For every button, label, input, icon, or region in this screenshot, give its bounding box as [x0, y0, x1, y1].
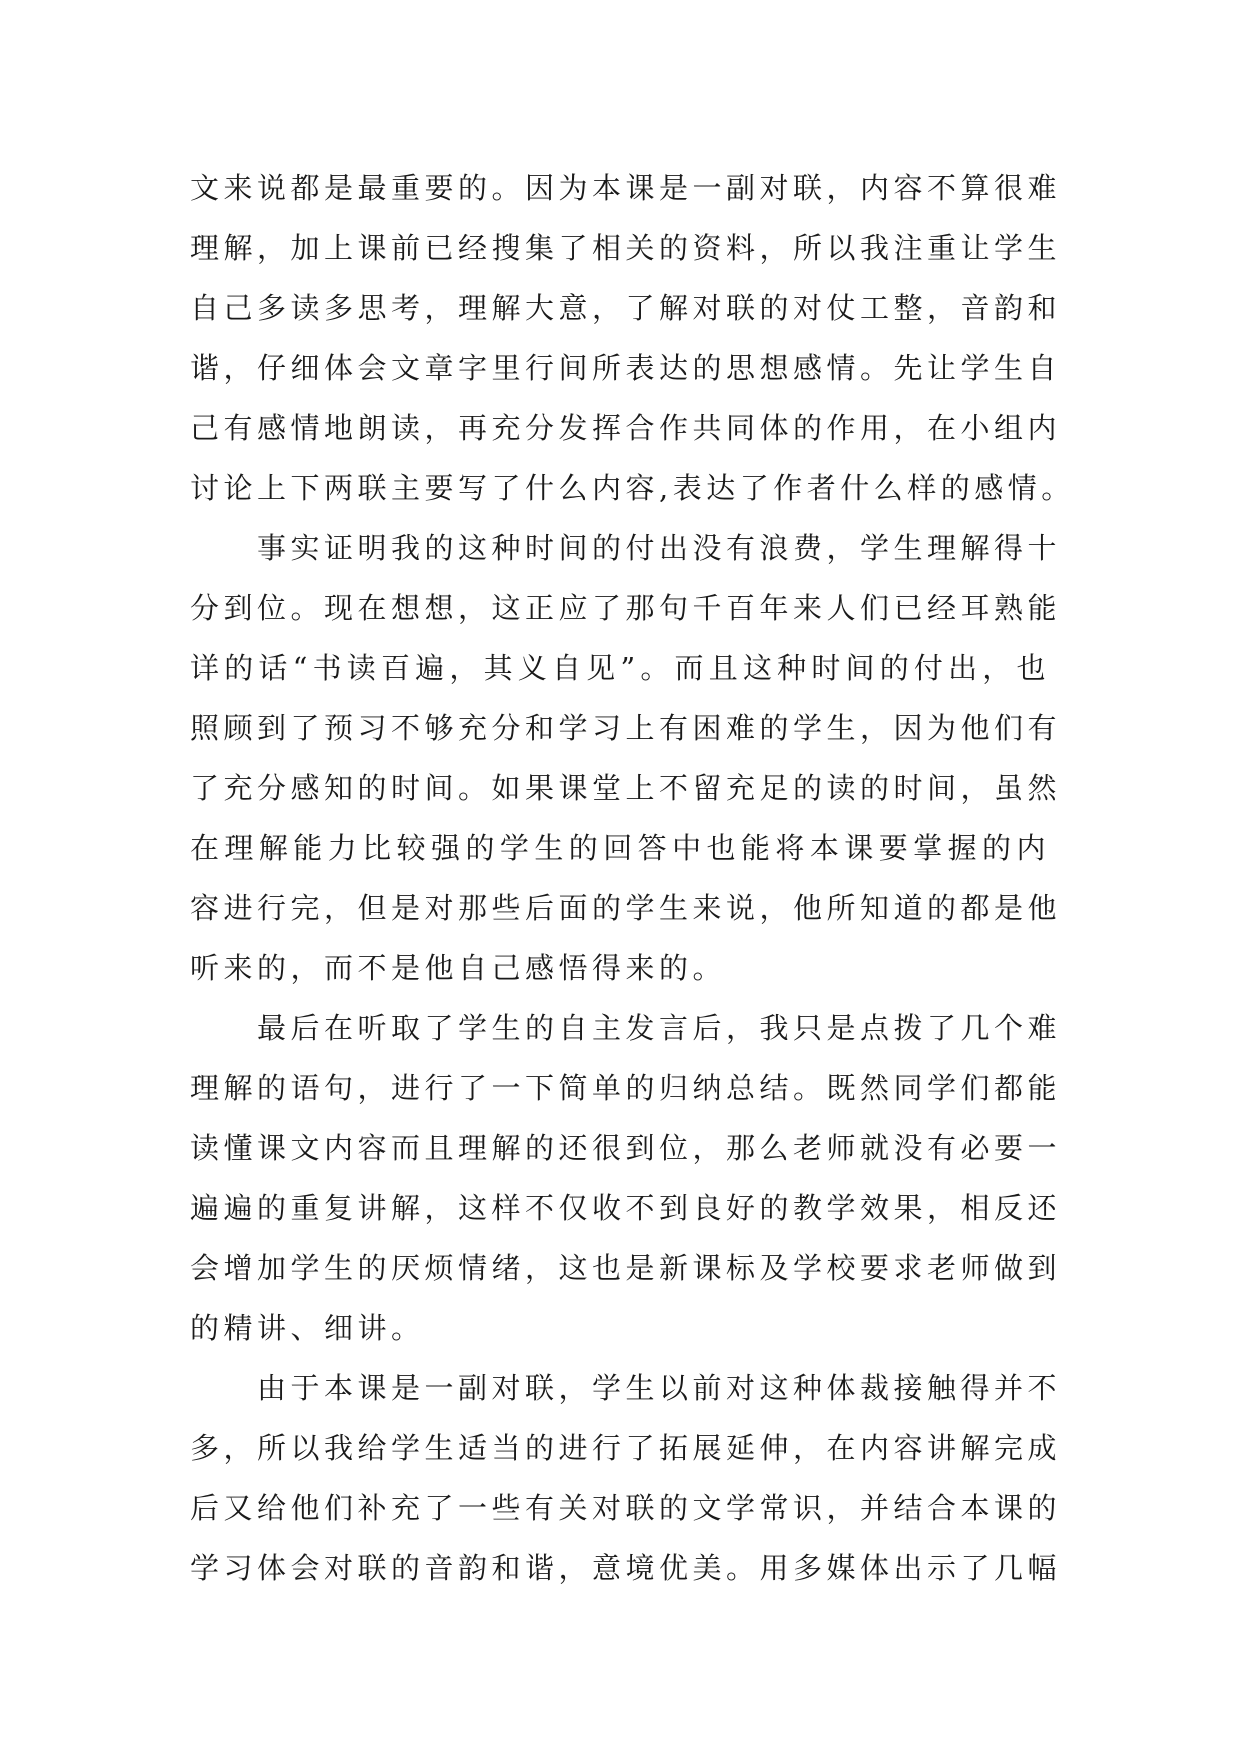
text-line: 讨论上下两联主要写了什么内容,表达了作者什么样的感情。: [190, 471, 1075, 505]
paragraph: [190, 998, 1062, 1358]
text-line: 最后在听取了学生的自主发言后，我只是点拨了几个难: [257, 1011, 1062, 1045]
text-line: 文来说都是最重要的。因为本课是一副对联，内容不算很难: [190, 171, 1062, 205]
text-line: 会增加学生的厌烦情绪，这也是新课标及学校要求老师做到: [190, 1251, 1062, 1285]
text-line: 己有感情地朗读，再充分发挥合作共同体的作用，在小组内: [190, 411, 1062, 445]
text-line: 理解，加上课前已经搜集了相关的资料，所以我注重让学生: [190, 231, 1062, 265]
text-line: 多，所以我给学生适当的进行了拓展延伸，在内容讲解完成: [190, 1431, 1062, 1465]
text-line: 读懂课文内容而且理解的还很到位，那么老师就没有必要一: [190, 1131, 1062, 1165]
text-line: 在理解能力比较强的学生的回答中也能将本课要掌握的内: [190, 831, 1050, 865]
text-line: 照顾到了预习不够充分和学习上有困难的学生，因为他们有: [190, 711, 1062, 745]
text-line: 分到位。现在想想，这正应了那句千百年来人们已经耳熟能: [190, 591, 1062, 625]
text-line: 后又给他们补充了一些有关对联的文学常识，并结合本课的: [190, 1491, 1062, 1525]
paragraph: [190, 1358, 1062, 1598]
text-line: 由于本课是一副对联，学生以前对这种体裁接触得并不: [257, 1371, 1062, 1405]
text-line: 了充分感知的时间。如果课堂上不留充足的读的时间，虽然: [190, 771, 1062, 805]
text-line: 的精讲、细讲。: [190, 1311, 425, 1345]
text-line: 谐，仔细体会文章字里行间所表达的思想感情。先让学生自: [190, 351, 1062, 385]
text-line: 详的话“书读百遍，其义自见”。而且这种时间的付出，也: [190, 651, 1050, 685]
text-line: 容进行完，但是对那些后面的学生来说，他所知道的都是他: [190, 891, 1062, 925]
paragraph: [190, 158, 1075, 518]
text-line: 理解的语句，进行了一下简单的归纳总结。既然同学们都能: [190, 1071, 1062, 1105]
text-line: 事实证明我的这种时间的付出没有浪费，学生理解得十: [257, 531, 1062, 565]
text-line: 遍遍的重复讲解，这样不仅收不到良好的教学效果，相反还: [190, 1191, 1062, 1225]
text-line: 学习体会对联的音韵和谐，意境优美。用多媒体出示了几幅: [190, 1551, 1062, 1585]
text-line: 听来的，而不是他自己感悟得来的。: [190, 951, 727, 985]
document-body: [190, 158, 1075, 1598]
paragraph: [190, 518, 1062, 998]
text-line: 自己多读多思考，理解大意，了解对联的对仗工整，音韵和: [190, 291, 1062, 325]
